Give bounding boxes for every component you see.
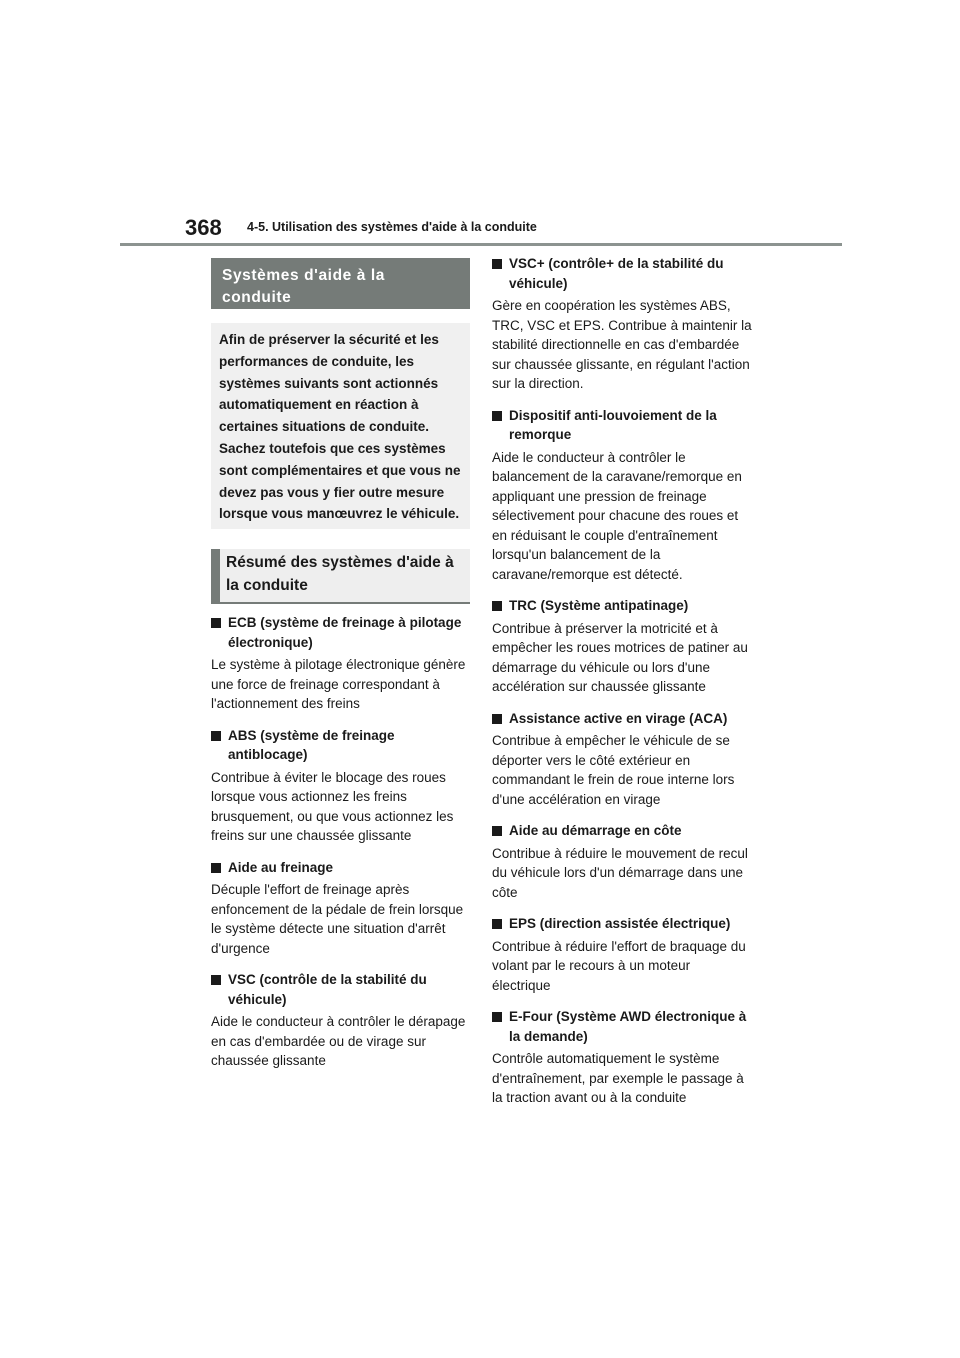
square-bullet-icon xyxy=(211,863,221,873)
page-number: 368 xyxy=(185,215,222,240)
square-bullet-icon xyxy=(492,411,502,421)
item-body: Aide le conducteur à contrôler le dérapage en cas d'embardée ou de virage sur chaussée glissante xyxy=(211,1014,466,1069)
item-body: Contribue à éviter le blocage des roues lorsque vous actionnez les freins brusquement, ou que vous actionnez les freins sur une chaussée glissante xyxy=(211,769,454,844)
square-bullet-icon xyxy=(211,975,221,985)
item-body: Contribue à empêcher le véhicule de se déporter vers le côté extérieur en commandant le frein de roue interne lors d'une accélération en virage xyxy=(492,733,735,807)
list-item xyxy=(211,970,470,1071)
item-title: TRC (Système antipatinage) xyxy=(509,598,689,613)
item-title: ABS (système de freinage antiblocage) xyxy=(228,727,395,763)
header-divider xyxy=(120,243,842,246)
item-body: Contribue à préserver la motricité et à empêcher les roues motrices de patiner au démarrage du véhicule ou lors d'une accélération sur chaussée glissante xyxy=(492,620,748,694)
square-bullet-icon xyxy=(492,714,502,724)
list-item xyxy=(492,406,752,585)
item-title: VSC (contrôle de la stabilité du véhicule) xyxy=(228,972,427,1007)
square-bullet-icon xyxy=(211,731,221,741)
item-body: Aide le conducteur à contrôler le balancement de la caravane/remorque en appliquant une pression de freinage sélectivement pour chacune des roues et en réduisant le couple d'entraînement lorsqu'un balancement de la caravane/remorque est détecté. xyxy=(492,449,742,582)
item-title: Assistance active en virage (ACA) xyxy=(509,710,728,726)
square-bullet-icon xyxy=(211,618,221,628)
list-item xyxy=(492,1007,752,1108)
list-item xyxy=(492,914,752,995)
item-body: Contribue à réduire l'effort de braquage du volant par le recours à un moteur électrique xyxy=(492,938,746,993)
list-item xyxy=(492,821,752,902)
item-body: Contrôle automatiquement le système d'entraînement, par exemple le passage à la traction avant ou à la conduite xyxy=(492,1051,744,1105)
item-title: EPS (direction assistée électrique) xyxy=(509,916,731,931)
list-item xyxy=(211,858,470,959)
item-title: Aide au démarrage en côte xyxy=(509,823,682,838)
item-title: VSC+ (contrôle+ de la stabilité du véhicule) xyxy=(509,256,724,291)
list-item xyxy=(492,254,752,394)
item-title: ECB (système de freinage à pilotage électronique) xyxy=(228,615,462,650)
square-bullet-icon xyxy=(492,826,502,836)
item-body: Contribue à réduire le mouvement de recul du véhicule lors d'un démarrage dans une côte xyxy=(492,845,748,900)
square-bullet-icon xyxy=(492,601,502,611)
left-item-list xyxy=(211,613,470,1071)
item-title: E-Four (Système AWD électronique à la demande) xyxy=(509,1009,747,1044)
square-bullet-icon xyxy=(492,259,502,269)
square-bullet-icon xyxy=(492,1012,502,1022)
item-title: Dispositif anti-louvoiement de la remorque xyxy=(509,407,717,442)
item-body: Gère en coopération les systèmes ABS, TRC, VSC et EPS. Contribue à maintenir la stabilité directionnelle en cas d'embardée sur chaussée glissante, en régulant l'action sur la direction. xyxy=(492,298,752,391)
section-title: 4-5. Utilisation des systèmes d'aide à la conduite xyxy=(247,220,537,234)
list-item xyxy=(492,596,752,697)
list-item xyxy=(492,709,752,810)
square-bullet-icon xyxy=(492,919,502,929)
list-item xyxy=(211,613,470,714)
left-column xyxy=(211,258,470,1071)
list-item xyxy=(211,726,470,846)
summary-heading: Résumé des systèmes d'aide à la conduite xyxy=(211,549,470,604)
intro-paragraph: Afin de préserver la sécurité et les performances de conduite, les systèmes suivants sont actionnés automatiquement en réaction à certaines situations de conduite. Sachez toutefois que ces systèmes sont complémentaires et que vous ne devez pas vous y fier outre mesure lorsque vous manœuvrez le véhicule. xyxy=(211,323,470,529)
item-body: Le système à pilotage électronique génère une force de freinage correspondant à l'actionnement des freins xyxy=(211,657,466,712)
right-column xyxy=(492,254,752,1108)
section-heading-box: Systèmes d'aide à la conduite xyxy=(211,258,470,309)
item-body: Décuple l'effort de freinage après enfoncement de la pédale de frein lorsque le système détecte une situation d'arrêt d'urgence xyxy=(211,882,464,956)
item-title: Aide au freinage xyxy=(228,859,334,875)
